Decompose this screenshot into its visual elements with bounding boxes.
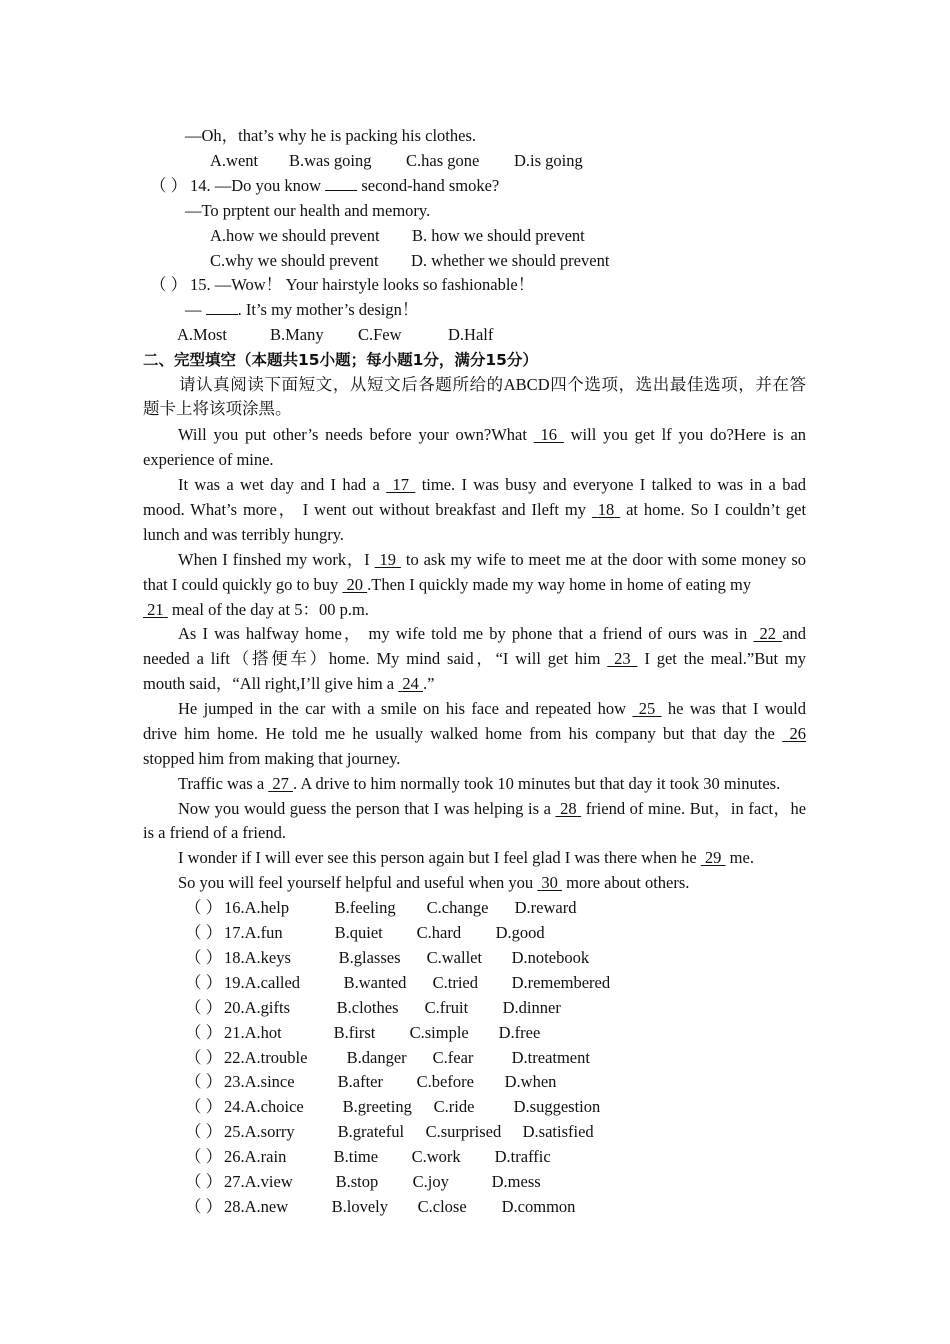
question-row <box>185 896 576 920</box>
passage-text: that I could quickly go to buy <box>143 575 339 594</box>
passage-text: It was a wet day and I had a <box>178 475 380 494</box>
question-row <box>185 971 610 995</box>
option-b: B.was going <box>289 151 372 170</box>
answer-bracket: （ ） <box>185 1072 223 1091</box>
passage-text: will you get lf you do?Here is an <box>570 425 807 444</box>
passage-line <box>143 722 806 746</box>
option-a: A.gifts <box>244 998 290 1017</box>
blank-23 <box>607 649 637 668</box>
option-d: D.common <box>501 1197 576 1216</box>
question-number: 22. <box>224 1048 245 1067</box>
passage-text: When I finshed my work，I <box>178 550 370 569</box>
passage-text: time. I was busy and everyone I talked to was in a bad <box>421 475 807 494</box>
passage-line <box>178 846 754 870</box>
blank-number: 16 <box>540 425 558 444</box>
blank-number: 28 <box>560 799 577 818</box>
passage-line <box>178 697 806 721</box>
option-b: B.after <box>337 1072 383 1091</box>
option-c: C.Few <box>358 325 402 344</box>
option-a: A.fun <box>244 923 283 942</box>
option-d: D.reward <box>514 898 577 917</box>
passage-text: Will you put other’s needs before your own?What <box>178 425 527 444</box>
passage-text: I get the meal.”But my <box>644 649 807 668</box>
option-c: C.wallet <box>426 948 483 967</box>
passage-line <box>143 498 806 522</box>
section-instruction-cont: 题卡上将该项涂黑。 <box>143 399 292 418</box>
blank-17 <box>386 475 415 494</box>
blank-27 <box>268 774 293 793</box>
blank-number: 30 <box>541 873 558 892</box>
question-number: 28. <box>224 1197 245 1216</box>
passage-line <box>143 647 806 671</box>
question-row <box>185 1145 551 1169</box>
option-b: B.time <box>333 1147 379 1166</box>
option-d: D.is going <box>514 151 583 170</box>
question-row <box>185 1195 575 1219</box>
question-number: 25. <box>224 1122 245 1141</box>
question-row <box>185 921 545 945</box>
option-a: A.new <box>244 1197 289 1216</box>
option-a: A.went <box>210 151 259 170</box>
passage-text: So you will feel yourself helpful and useful when you <box>178 873 534 892</box>
answer-bracket: （ ） <box>185 1147 223 1166</box>
option-a: A.since <box>244 1072 295 1091</box>
blank-24 <box>398 674 423 693</box>
option-d: D.dinner <box>502 998 561 1017</box>
question-number: 20. <box>224 998 245 1017</box>
option-b: B.wanted <box>343 973 407 992</box>
passage-text: more about others. <box>566 873 690 892</box>
blank-number: 21 <box>147 600 164 619</box>
q15-answer-line <box>185 298 418 322</box>
passage-line: stopped him from making that journey. <box>143 749 401 768</box>
option-c: C.tried <box>432 973 478 992</box>
blank-22 <box>753 624 782 643</box>
answer-blank <box>206 300 238 315</box>
passage-text: . A drive to him normally took 10 minutes but that day it took 30 minutes. <box>293 774 781 793</box>
blank-19 <box>375 550 401 569</box>
option-d: D. whether we should prevent <box>411 251 610 270</box>
section-heading: 二、完型填空（本题共15小题；每小题1分，满分15分） <box>143 351 538 369</box>
question-row <box>185 996 561 1020</box>
option-b: B.Many <box>270 325 324 344</box>
q15-answer-text: . It’s my mother’s design！ <box>237 300 419 319</box>
passage-text: I wonder if I will ever see this person again but I feel glad I was there when he <box>178 848 697 867</box>
blank-21 <box>143 600 168 619</box>
q14-stem-tail: second-hand smoke? <box>361 176 500 195</box>
question-number: 23. <box>224 1072 245 1091</box>
question-number: 17. <box>224 923 245 942</box>
question-number: 21. <box>224 1023 245 1042</box>
passage-line <box>178 772 780 796</box>
passage-text: me. <box>729 848 754 867</box>
passage-text: meal of the day at 5：00 p.m. <box>171 600 369 619</box>
passage-text: Now you would guess the person that I was helping is a <box>178 799 551 818</box>
q14-options-row2 <box>210 249 609 273</box>
blank-30 <box>537 873 562 892</box>
option-b: B.grateful <box>337 1122 405 1141</box>
answer-bracket: （ ） <box>185 1023 223 1042</box>
option-b: B.lovely <box>331 1197 388 1216</box>
option-a: A.rain <box>244 1147 287 1166</box>
option-b: B.glasses <box>338 948 401 967</box>
section-instruction: 请认真阅读下面短文，从短文后各题所给的ABCD四个选项，选出最佳选项，并在答 <box>179 375 806 394</box>
blank-29 <box>701 848 726 867</box>
question-row <box>185 1120 594 1144</box>
option-b: B.stop <box>335 1172 379 1191</box>
answer-bracket: （ ） <box>150 176 188 195</box>
blank-16 <box>534 425 564 444</box>
answer-bracket: （ ） <box>185 898 223 917</box>
blank-number: 20 <box>346 575 363 594</box>
question-row <box>185 1021 540 1045</box>
passage-line <box>143 672 434 696</box>
option-a: A.how we should prevent <box>210 226 380 245</box>
answer-bracket: （ ） <box>185 1097 223 1116</box>
option-a: A.hot <box>244 1023 282 1042</box>
option-a: A.choice <box>244 1097 304 1116</box>
option-c: C.surprised <box>425 1122 502 1141</box>
option-c: C.before <box>416 1072 474 1091</box>
question-row <box>185 1095 600 1119</box>
passage-text: mouth said，“All right,I’ll give him a <box>143 674 395 693</box>
option-c: C.change <box>426 898 489 917</box>
passage-text: .Then I quickly made my way home in home of eating my <box>367 575 752 594</box>
q14-options-row1 <box>210 224 585 248</box>
question-number: 27. <box>224 1172 245 1191</box>
question-number: 16. <box>224 898 245 917</box>
option-b: B.feeling <box>334 898 396 917</box>
option-d: D.notebook <box>511 948 590 967</box>
option-c: C.ride <box>433 1097 475 1116</box>
blank-number: 27 <box>272 774 289 793</box>
passage-line <box>143 598 369 622</box>
passage-text: mood. What’s more， I went out without breakfast and Ileft my <box>143 500 586 519</box>
passage-text: He jumped in the car with a smile on his face and repeated how <box>178 699 627 718</box>
passage-line <box>178 473 806 497</box>
answer-bracket: （ ） <box>185 1172 223 1191</box>
blank-number: 25 <box>638 699 656 718</box>
blank-25 <box>632 699 661 718</box>
blank-number: 24 <box>402 674 419 693</box>
option-d: D.free <box>498 1023 541 1042</box>
passage-line <box>178 548 806 572</box>
q15-stem <box>150 273 534 297</box>
option-d: D.traffic <box>494 1147 551 1166</box>
blank-number: 22 <box>759 624 777 643</box>
blank-26 <box>782 724 806 743</box>
option-d: D.satisfied <box>522 1122 594 1141</box>
option-a: A.keys <box>244 948 291 967</box>
option-d: D.mess <box>491 1172 541 1191</box>
blank-20 <box>342 575 367 594</box>
option-c: C.work <box>411 1147 461 1166</box>
option-a: A.sorry <box>244 1122 295 1141</box>
question-row <box>185 1046 590 1070</box>
option-a: A.help <box>244 898 290 917</box>
question-number: 24. <box>224 1097 245 1116</box>
passage-text: As I was halfway home， my wife told me by phone that a friend of ours was in <box>178 624 748 643</box>
blank-number: 29 <box>704 848 722 867</box>
option-c: C.close <box>417 1197 467 1216</box>
blank-18 <box>592 500 620 519</box>
blank-number: 23 <box>614 649 631 668</box>
passage-text: .” <box>423 674 435 693</box>
passage-text: he was that I would <box>667 699 807 718</box>
answer-bracket: （ ） <box>185 1048 223 1067</box>
passage-line: is a friend of a friend. <box>143 823 286 842</box>
q15-stem-text: 15. —Wow！ Your hairstyle looks so fashionable！ <box>190 275 535 294</box>
option-a: A.called <box>244 973 301 992</box>
passage-line: experience of mine. <box>143 450 274 469</box>
question-row <box>185 1170 541 1194</box>
q14-answer-line: —To prptent our health and memory. <box>185 201 431 220</box>
option-c: C.fear <box>432 1048 474 1067</box>
answer-bracket: （ ） <box>185 1122 223 1141</box>
option-d: D.suggestion <box>513 1097 601 1116</box>
option-b: B.clothes <box>336 998 399 1017</box>
passage-text: needed a lift（搭便车）home. My mind said，“I will get him <box>143 649 601 668</box>
option-b: B. how we should prevent <box>412 226 585 245</box>
q13-options <box>210 149 583 173</box>
answer-bracket: （ ） <box>185 998 223 1017</box>
passage-text: and <box>782 624 807 643</box>
passage-text: to ask my wife to meet me at the door with some money so <box>405 550 807 569</box>
option-d: D.Half <box>448 325 494 344</box>
option-c: C.hard <box>416 923 462 942</box>
option-d: D.when <box>504 1072 557 1091</box>
option-b: B.danger <box>346 1048 407 1067</box>
option-c: C.joy <box>412 1172 449 1191</box>
option-b: B.greeting <box>342 1097 412 1116</box>
question-row <box>185 1070 556 1094</box>
answer-bracket: （ ） <box>185 973 223 992</box>
blank-number: 18 <box>597 500 615 519</box>
passage-line <box>178 423 806 447</box>
passage-line: lunch and was terribly hungry. <box>143 525 345 544</box>
blank-number: 26 <box>789 724 807 743</box>
option-c: C.why we should prevent <box>210 251 379 270</box>
question-number: 18. <box>224 948 245 967</box>
answer-bracket: （ ） <box>185 948 223 967</box>
blank-number: 17 <box>392 475 410 494</box>
option-a: A.Most <box>177 325 227 344</box>
option-d: D.remembered <box>511 973 611 992</box>
option-c: C.simple <box>409 1023 469 1042</box>
passage-line <box>143 573 751 597</box>
q14-stem <box>150 174 499 198</box>
passage-text: at home. So I couldn’t get <box>626 500 807 519</box>
q15-options <box>177 323 493 347</box>
dash: — <box>185 300 202 319</box>
passage-line <box>178 622 806 646</box>
option-d: D.good <box>495 923 545 942</box>
option-c: C.has gone <box>406 151 480 170</box>
answer-bracket: （ ） <box>185 923 223 942</box>
passage-text: drive him home. He told me he usually walked home from his company but that day the <box>143 724 775 743</box>
answer-blank <box>325 176 357 191</box>
option-a: A.trouble <box>244 1048 308 1067</box>
q13-answer-line: —Oh，that’s why he is packing his clothes. <box>185 126 477 145</box>
option-b: B.quiet <box>334 923 383 942</box>
option-b: B.first <box>333 1023 376 1042</box>
passage-text: friend of mine. But，in fact，he <box>585 799 807 818</box>
answer-bracket: （ ） <box>185 1197 223 1216</box>
blank-28 <box>555 799 581 818</box>
answer-bracket: （ ） <box>150 275 188 294</box>
option-c: C.fruit <box>424 998 469 1017</box>
question-number: 26. <box>224 1147 245 1166</box>
passage-line <box>178 871 689 895</box>
option-d: D.treatment <box>511 1048 590 1067</box>
blank-number: 19 <box>379 550 397 569</box>
passage-text: Traffic was a <box>178 774 265 793</box>
question-row <box>185 946 589 970</box>
q14-stem-text: 14. —Do you know <box>190 176 322 195</box>
option-a: A.view <box>244 1172 293 1191</box>
passage-line <box>178 797 806 821</box>
question-number: 19. <box>224 973 245 992</box>
